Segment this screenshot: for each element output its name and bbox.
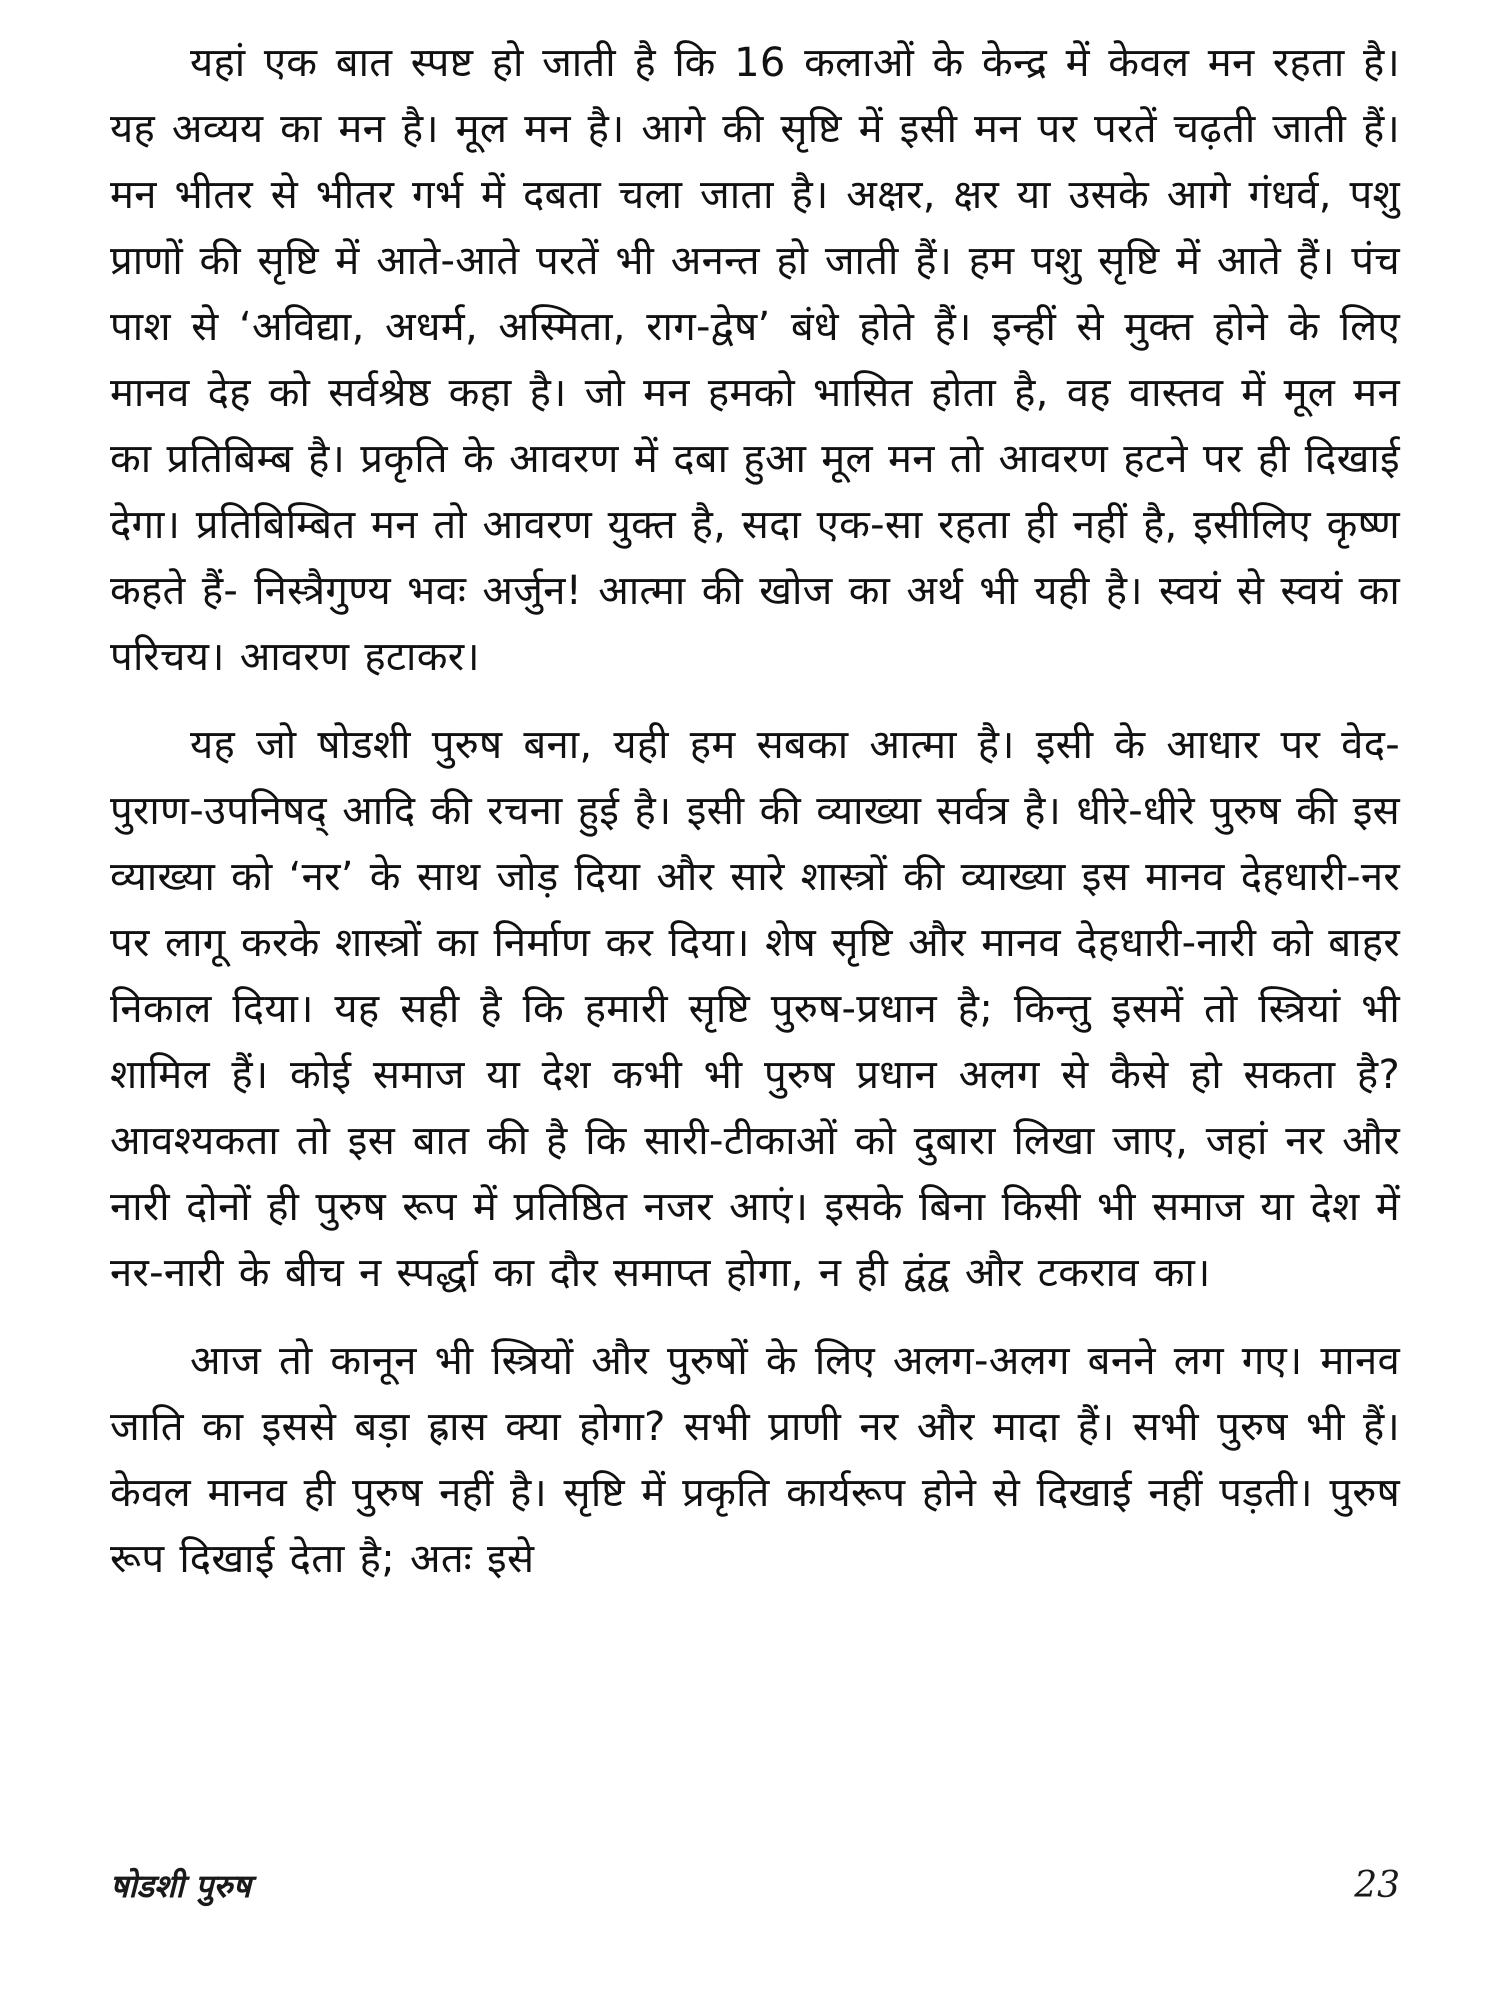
footer-book-title: षोडशी पुरुष — [110, 1866, 251, 1905]
page-body — [110, 30, 1400, 1970]
paragraph-1: यहां एक बात स्पष्ट हो जाती है कि 16 कलाओं के केन्द्र में केवल मन रहता है। यह अव्यय का मन है। मूल मन है। आगे की सृष्टि में इसी मन पर परतें चढ़ती जाती हैं। मन भीतर से भीतर गर्भ में दबता चला जाता है। अक्षर, क्षर या उसके आगे गंधर्व, पशु प्राणों की सृष्टि में आते-आते परतें भी अनन्त हो जाती हैं। हम पशु सृष्टि में आते हैं। पंच पाश से ‘अविद्या, अधर्म, अस्मिता, राग-द्वेष’ बंधे होते हैं। इन्हीं से मुक्त होने के लिए मानव देह को सर्वश्रेष्ठ कहा है। जो मन हमको भासित होता है, वह वास्तव में मूल मन का प्रतिबिम्ब है। प्रकृति के आवरण में दबा हुआ मूल मन तो आवरण हटने पर ही दिखाई देगा। प्रतिबिम्बित मन तो आवरण युक्त है, सदा एक-सा रहता ही नहीं है, इसीलिए कृष्ण कहते हैं- निस्त्रैगुण्य भवः अर्जुन! आत्मा की खोज का अर्थ भी यही है। स्वयं से स्वयं का परिचय। आवरण हटाकर। — [110, 40, 1400, 680]
page-footer — [110, 1855, 1400, 1915]
page-number: 23 — [1354, 1864, 1400, 1906]
paragraph-3: आज तो कानून भी स्त्रियों और पुरुषों के लिए अलग-अलग बनने लग गए। मानव जाति का इससे बड़ा ह्रास क्या होगा? सभी प्राणी नर और मादा हैं। सभी पुरुष भी हैं। केवल मानव ही पुरुष नहीं है। सृष्टि में प्रकृति कार्यरूप होने से दिखाई नहीं पड़ती। पुरुष रूप दिखाई देता है; अतः इसे — [110, 1338, 1400, 1582]
paragraph-2: यह जो षोडशी पुरुष बना, यही हम सबका आत्मा है। इसी के आधार पर वेद-पुराण-उपनिषद् आदि की रचना हुई है। इसी की व्याख्या सर्वत्र है। धीरे-धीरे पुरुष की इस व्याख्या को ‘नर’ के साथ जोड़ दिया और सारे शास्त्रों की व्याख्या इस मानव देहधारी-नर पर लागू करके शास्त्रों का निर्माण कर दिया। शेष सृष्टि और मानव देहधारी-नारी को बाहर निकाल दिया। यह सही है कि हमारी सृष्टि पुरुष-प्रधान है; किन्तु इसमें तो स्त्रियां भी शामिल हैं। कोई समाज या देश कभी भी पुरुष प्रधान अलग से कैसे हो सकता है? आवश्यकता तो इस बात की है कि सारी-टीकाओं को दुबारा लिखा जाए, जहां नर और नारी दोनों ही पुरुष रूप में प्रतिष्ठित नजर आएं। इसके बिना किसी भी समाज या देश में नर-नारी के बीच न स्पर्द्धा का दौर समाप्त होगा, न ही द्वंद्व और टकराव का। — [110, 722, 1400, 1296]
